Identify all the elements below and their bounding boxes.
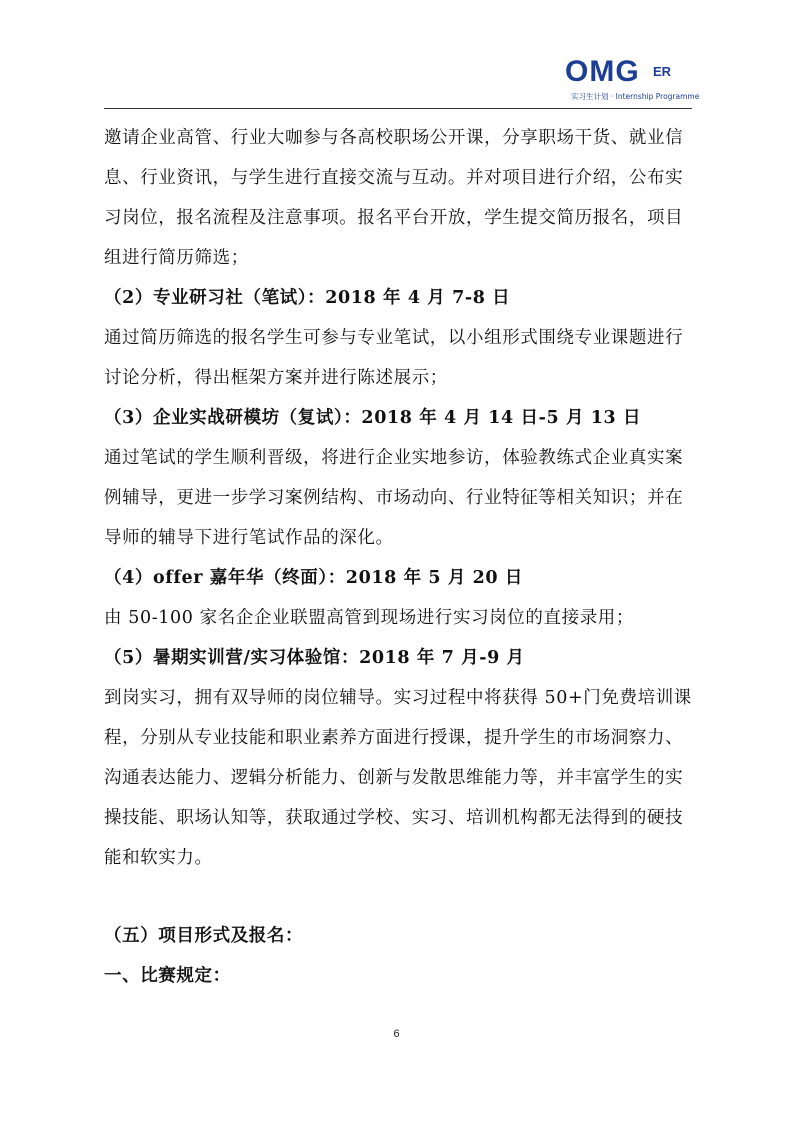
spacer [104,878,692,916]
stage-2-heading: （2）专业研习社（笔试）：2018 年 4 月 7-8 日 [104,288,511,308]
stage-4-heading: （4）offer 嘉年华（终面）：2018 年 5 月 20 日 [104,568,523,588]
stage-4-body: 由 50-100 家名企企业联盟高管到现场进行实习岗位的直接录用； [104,608,635,628]
logo-tagline: 实习生计划 · Internship Programme [571,92,700,101]
page-number: 6 [393,1028,400,1040]
intro-paragraph: 邀请企业高管、行业大咖参与各高校职场公开课，分享职场干货、就业信息、行业资讯，与学生进行直接交流与互动。并对项目进行介绍，公布实习岗位，报名流程及注意事项。报名平台开放，学生提交简历报名，项目组进行简历筛选； [104,128,684,268]
omger-logo [565,55,700,106]
rules-title: 一、比赛规定： [104,966,231,986]
section-5-title: （五）项目形式及报名： [104,926,304,946]
logo-wordmark: OMG [565,55,640,88]
stage-5-body: 到岗实习，拥有双导师的岗位辅导。实习过程中将获得 50+门免费培训课程，分别从专业技能和职业素养方面进行授课，提升学生的市场洞察力、沟通表达能力、逻辑分析能力、创新与发散思维能力等，并丰富学生的实操技能、职场认知等，获取通过学校、实习、培训机构都无法得到的硬技能和软实力。 [104,688,692,868]
stage-2-body: 通过简历筛选的报名学生可参与专业笔试，以小组形式围绕专业课题进行讨论分析，得出框架方案并进行陈述展示； [104,328,684,388]
stage-3-body: 通过笔试的学生顺利晋级，将进行企业实地参访，体验教练式企业真实案例辅导，更进一步学习案例结构、市场动向、行业特征等相关知识；并在导师的辅导下进行笔试作品的深化。 [104,448,684,548]
logo-suffix: ER [653,64,672,79]
stage-5-heading: （5）暑期实训营/实习体验馆：2018 年 7 月-9 月 [104,648,525,668]
header-divider [104,108,692,109]
stage-3-heading: （3）企业实战研模坊（复试）：2018 年 4 月 14 日-5 月 13 日 [104,408,642,428]
document-body [104,118,692,996]
